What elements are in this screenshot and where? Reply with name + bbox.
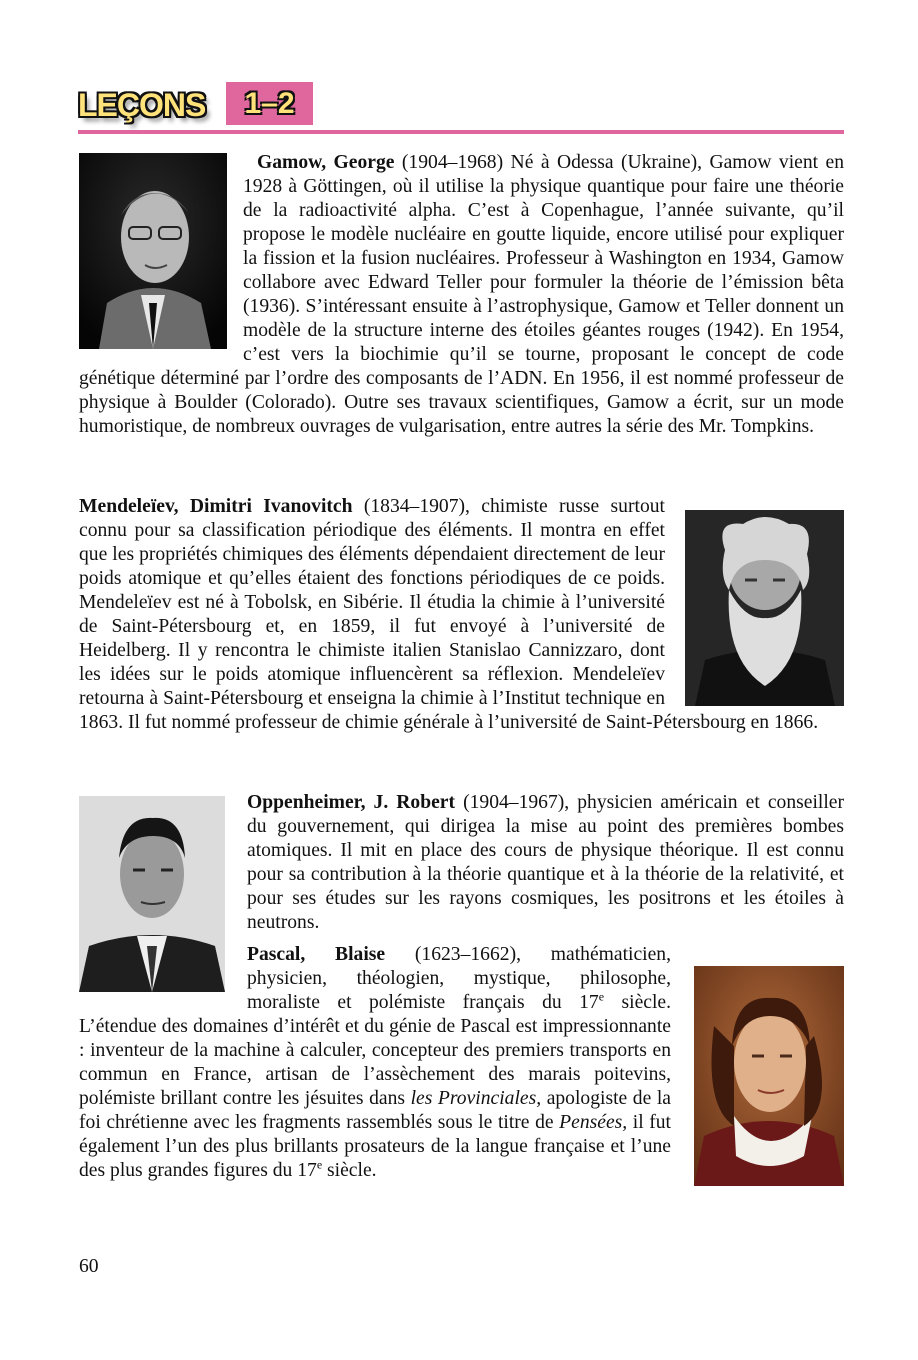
entry-text: il fut également l’un des plus brillants prosateurs de la langue française et l’une des plus grandes figures du 17 [79,1112,672,1181]
portrait-gamow [79,153,227,349]
lesson-numbers: 1–2 [244,87,295,120]
entry-text: (1623–1662), mathématicien, physicien, théologien, mystique, philosophe, moraliste et polémiste français du 17 [247,944,672,1013]
entry-text: (1904–1967), physicien américain et conseiller du gouvernement, qui dirigea la mise au point des premières bombes atomiques. Il mit en place des cours de physique théorique. Il est connu pour sa contribution à la théorie quantique et à la théorie de la relativité, et pour ses études sur les rayons cosmiques, les positrons et les étoiles à neutrons. [247,792,844,933]
entry-pascal [79,943,671,1183]
entry-name: Mendeleïev, Dimitri Ivanovitch [79,496,353,517]
superscript: e [598,989,605,1004]
header-rule [78,130,844,134]
lesson-header [78,82,844,137]
entry-text: apologiste de la foi chrétienne avec les fragments rassemblés sous le titre de [79,1088,671,1133]
entry-mendeleiev [79,495,844,735]
entry-text: siècle. L’étendue des domaines d’intérêt et du génie de Pascal est impressionnante : inventeur de la machine à calculer, concepteur des premiers transports en commun en France, artisan de l’assèchement des marais poitevins, polémiste brillant contre les jésuites dans [79,992,672,1109]
superscript: e [316,1157,323,1172]
entry-gamow [79,151,844,439]
lesson-number-badge [226,82,313,125]
entry-name: Gamow, George [257,152,395,173]
entry-text: (1834–1907), chimiste russe surtout connu pour sa classification périodique des éléments. Il montra en effet que les propriétés chimiques des éléments dépendaient directement de leur poids atomique et qu’elles étaient des fonctions périodiques de ce poids. Mendeleïev est né à Tobolsk, en Sibérie. Il étudia la chimie à l’université de Saint-Pétersbourg et, en 1859, il fut envoyé à l’université de Heidelberg. Il y rencontra le chimiste italien Stanislao Cannizzaro, dont les idées sur le poids atomique influencèrent sa réflexion. Mendeleïev retourna à Saint-Pétersbourg et enseigna la chimie à l’Institut technique en 1863. Il fut nommé professeur de chimie générale à l’université de Saint-Pétersbourg en 1866. [79,496,819,733]
entry-text: (1904–1968) Né à Odessa (Ukraine), Gamow vient en 1928 à Göttingen, où il utilise la physique quantique pour faire une théorie de la radioactivité alpha. C’est à Copenhague, l’année suivante, qu’il propose le modèle nucléaire en goutte liquide, encore utilisé pour expliquer la fission et la fusion nucléaires. Professeur à Washington en 1934, Gamow collabore avec Edward Teller pour formuler la théorie de l’émission bêta (1936). S’intéressant ensuite à l’astrophysique, Gamow et Teller donnent un modèle de la structure interne des étoiles géantes rouges (1942). En 1954, c’est vers la biochimie qu’il se tourne, proposant le concept de code génétique déterminé par l’ordre des composants de l’ADN. En 1956, il est nommé professeur de physique à Boulder (Colorado). Outre ses travaux scientifiques, Gamow a écrit, sur un mode humoristique, de nombreux ouvrages de vulgarisation, entre autres la série des Mr. Tompkins. [79,152,844,437]
entry-text: siècle. [322,1160,377,1181]
page-number: 60 [79,1256,99,1277]
lesson-label: LEÇONS [78,87,206,123]
book-title: les Provinciales, [410,1088,542,1109]
portrait-mendeleiev [685,510,844,706]
portrait-pascal [694,966,844,1186]
book-title: Pensées, [559,1112,628,1133]
entry-name: Pascal, Blaise [247,944,386,965]
entry-name: Oppenheimer, J. Robert [247,792,456,813]
